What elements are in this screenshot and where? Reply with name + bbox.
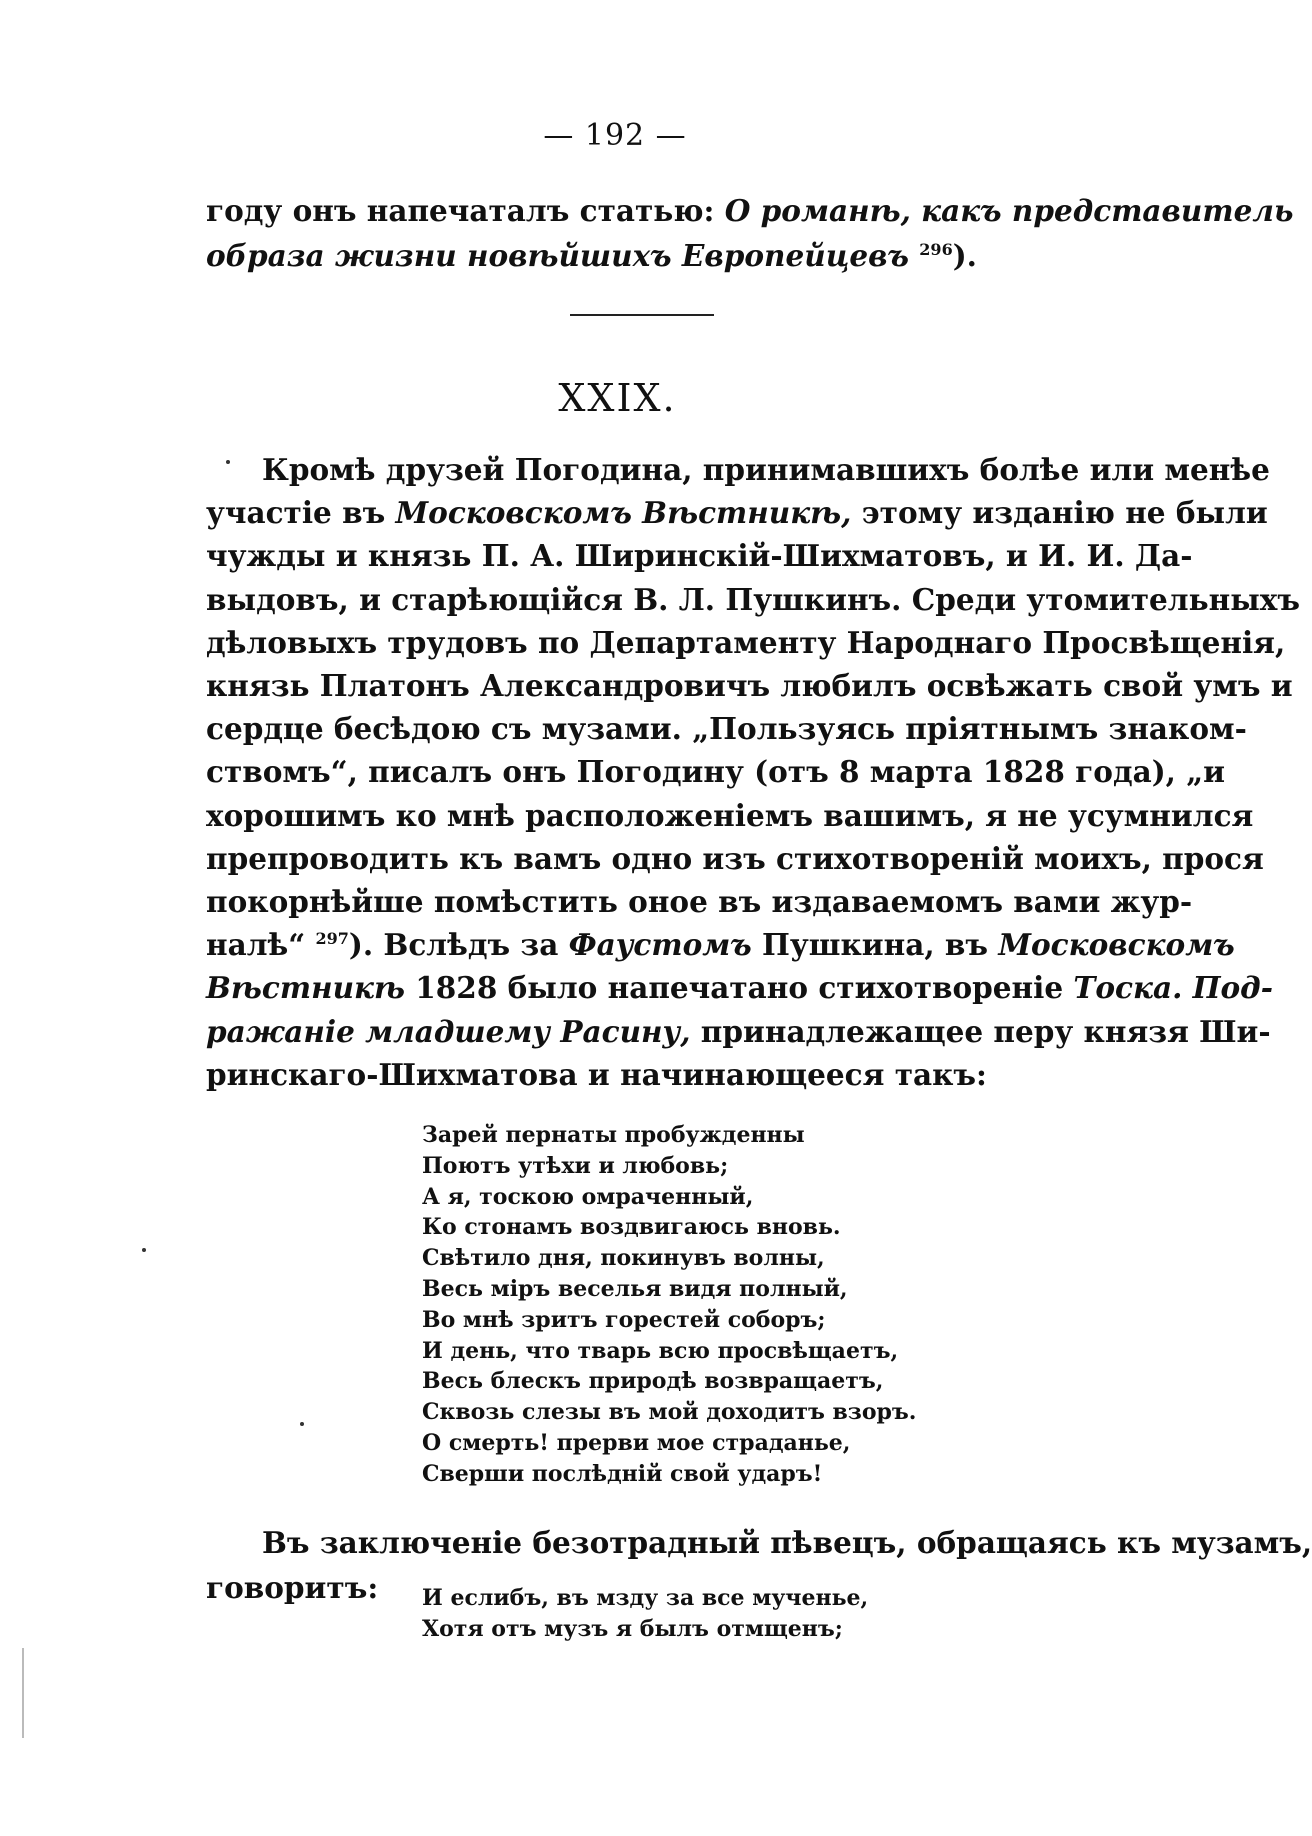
intro-line-1 (206, 188, 1294, 233)
para1-line: ствомъ“, писалъ онъ Погодину (отъ 8 марта 1828 года), „и (206, 754, 1226, 790)
poem-line: А я, тоскою омраченный, (422, 1183, 754, 1210)
poem-line: И еслибъ, въ мзду за все мученье, (422, 1585, 869, 1611)
para1-text: этому изданію не были (861, 495, 1268, 531)
poem-line: Ко стонамъ воздвигаюсь вновь. (422, 1214, 841, 1241)
poem-line: И день, что тварь всю просвѣщаетъ, (422, 1337, 899, 1364)
poem-excerpt-2 (422, 1583, 868, 1645)
paragraph-1 (206, 448, 1301, 1096)
poem-line: Свѣтило дня, покинувъ волны, (422, 1245, 825, 1272)
italic-journal-title: Московскомъ (998, 927, 1235, 963)
para1-line: выдовъ, и старѣющійся В. Л. Пушкинъ. Среди утомительныхъ (206, 581, 1301, 617)
scan-speck (226, 460, 230, 464)
para1-line: сердце бесѣдою съ музами. „Пользуясь пріятнымъ знаком- (206, 711, 1247, 747)
para1-line: чужды и князь П. А. Ширинскій-Шихматовъ, и И. И. Да- (206, 538, 1193, 574)
italic-poem-title: ражаніе младшему Расину, (206, 1013, 691, 1049)
para1-line: дѣловыхъ трудовъ по Департаменту Народнаго Просвѣщенія, (206, 624, 1286, 660)
poem-line: Весь блескъ природѣ возвращаетъ, (422, 1368, 884, 1395)
scan-edge-mark (22, 1648, 24, 1738)
poem-line: О смерть! прерви мое страданье, (422, 1429, 851, 1456)
para1-line: хорошимъ ко мнѣ расположеніемъ вашимъ, я не усумнился (206, 797, 1254, 833)
para1-line: препроводить къ вамъ одно изъ стихотвореній моихъ, прося (206, 840, 1264, 876)
poem-line: Зарей пернаты пробужденны (422, 1122, 805, 1148)
italic-journal-title: Московскомъ Вѣстникѣ, (395, 495, 852, 531)
para1-line (206, 491, 1268, 534)
intro-italic-title: О романѣ, какъ представитель (724, 193, 1294, 228)
intro-end: ). (952, 238, 977, 273)
poem-excerpt-1 (422, 1120, 916, 1490)
italic-poem-title: Тоска. Под- (1073, 970, 1273, 1006)
poem-line: Поютъ утѣхи и любовь; (422, 1152, 729, 1179)
scan-speck (300, 1422, 304, 1426)
para2-line: Въ заключеніе безотрадный пѣвецъ, обращаясь къ музамъ, (262, 1525, 1312, 1560)
footnote-ref-296[interactable]: 296 (919, 240, 953, 260)
intro-line-2 (206, 233, 1062, 278)
para1-text: 1828 было напечатано стихотвореніе (415, 970, 1064, 1006)
para1-text: ). Вслѣдъ за (348, 927, 559, 963)
para1-line (206, 923, 1235, 966)
italic-journal-title: Вѣстникѣ (206, 970, 405, 1006)
scan-speck (142, 1248, 146, 1252)
para1-text: участіе въ (206, 495, 386, 531)
para1-line (206, 1010, 1271, 1053)
para1-line: покорнѣйше помѣстить оное въ издаваемомъ вами жур- (206, 884, 1193, 920)
para1-line: Кромѣ друзей Погодина, принимавшихъ болѣе или менѣе (262, 452, 1270, 487)
poem-line: Сквозь слезы въ мой доходитъ взоръ. (422, 1399, 917, 1426)
poem-line: Сверши послѣдній свой ударъ! (422, 1460, 823, 1487)
section-divider (570, 314, 714, 316)
poem-line: Во мнѣ зритъ горестей соборъ; (422, 1306, 826, 1333)
footnote-ref-297[interactable]: 297 (315, 929, 349, 949)
poem-line: Хотя отъ музъ я былъ отмщенъ; (422, 1615, 843, 1642)
poem-line: Весь міръ веселья видя полный, (422, 1275, 848, 1302)
para1-line (206, 966, 1273, 1009)
para1-text: налѣ“ (206, 927, 306, 963)
para1-text: Пушкина, въ (762, 927, 989, 963)
page-number: — 192 — (543, 118, 687, 153)
intro-text: году онъ напечаталъ статью: (206, 193, 715, 228)
para1-line: князь Платонъ Александровичъ любилъ освѣжать свой умъ и (206, 668, 1293, 704)
para1-line: ринскаго-Шихматова и начинающееся такъ: (206, 1056, 987, 1092)
italic-work-title: Фаустомъ (568, 927, 752, 963)
para2-line: говоритъ: (206, 1570, 379, 1605)
para1-text: принадлежащее перу князя Ши- (700, 1013, 1271, 1049)
intro-italic-title-cont: образа жизни новѣйшихъ Европейцевъ (206, 238, 910, 273)
chapter-heading: XXIX. (558, 376, 677, 420)
intro-paragraph (206, 188, 1294, 278)
